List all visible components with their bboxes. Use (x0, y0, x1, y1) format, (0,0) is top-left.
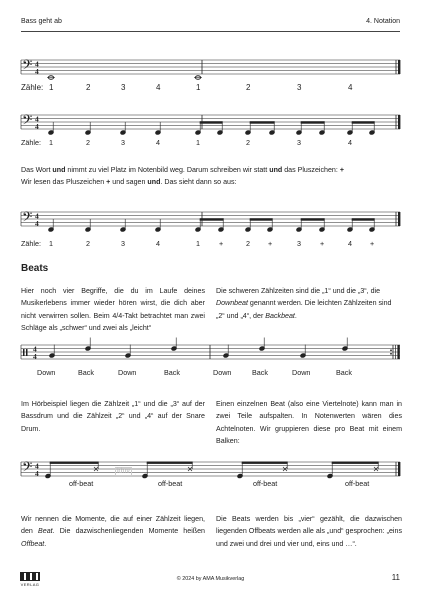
count-number: 2 (86, 83, 91, 92)
svg-text:𝄢: 𝄢 (22, 459, 33, 478)
svg-text:𝄢: 𝄢 (22, 209, 33, 228)
svg-text:4: 4 (35, 468, 39, 478)
offbeat-label: off-beat (253, 479, 278, 488)
count-number: 4 (348, 138, 352, 147)
bass-clef-icon (22, 459, 32, 478)
bass-clef-icon (22, 209, 32, 228)
staff-quarter-notes (0, 103, 421, 153)
hoerbeispiel-paragraph: Im Hörbeispiel liegen die Zählzeit „1“ und die „3“ auf der Bassdrum und die Zählzeit „2“ und „4“ auf der Snare Drum. (21, 400, 205, 433)
time-signature (35, 115, 39, 131)
count-number: 4 (156, 138, 160, 147)
svg-text:4: 4 (35, 218, 39, 228)
plus-sign-paragraph (21, 164, 401, 189)
staff-down-back (0, 333, 421, 383)
beats-left-paragraph: Hier noch vier Begriffe, die du im Laufe deines Musikerlebens immer wieder hören wirst, die dich aber nicht verwirren sollen. Beim 4/4-Takt betrachtet man zwei Schläge als „schwer“ und zwei als „leicht“ (21, 287, 205, 333)
running-header-title: Bass geht ab (21, 18, 62, 25)
text-run: das Pluszeichen: (282, 166, 340, 174)
term-downbeat: Downbeat (216, 299, 248, 308)
count-number: 3 (121, 83, 126, 92)
text-run: und sagen (110, 178, 148, 187)
svg-text:4: 4 (35, 66, 39, 76)
text-run: . (44, 539, 47, 548)
copyright-footer: © 2024 by AMA Musikverlag (176, 576, 245, 582)
count-number: 1 (196, 138, 200, 147)
text-run: nimmt zu viel Platz im Notenbild weg. Darum schreiben wir statt (65, 166, 270, 174)
count-number: 2 (86, 239, 90, 248)
text-run: Die schweren Zählzeiten sind die „1“ und die „3“, die (216, 287, 381, 295)
downbeat-label: Down (213, 368, 232, 377)
svg-text:𝄢: 𝄢 (22, 57, 33, 76)
count-label: Zähle: (21, 138, 41, 147)
note-beam (200, 122, 222, 124)
bold-word: + (339, 166, 344, 174)
beat-offbeat-paragraph (21, 513, 205, 550)
counting-paragraph: Die Beats werden bis „vier“ gezählt, die dazwischen liegenden Offbeats werden alle als „und“ gesprochen: „eins und zwei und drei und vier und, eins und …“. (216, 515, 402, 548)
count-number: + (219, 239, 224, 248)
count-number: 3 (121, 239, 125, 248)
staff-whole-notes (0, 48, 421, 98)
bass-clef-icon (22, 112, 32, 131)
header-rule (21, 31, 400, 32)
svg-text:4: 4 (33, 344, 37, 354)
note-beam (250, 219, 272, 221)
staff-plus-counting (0, 200, 421, 250)
term-beat: Beat (38, 527, 53, 536)
section-heading: Beats (21, 263, 49, 274)
count-number: 4 (348, 83, 353, 92)
count-number: 3 (121, 138, 125, 147)
count-number: 3 (297, 83, 302, 92)
term-offbeat: Offbeat (21, 539, 45, 548)
count-number: 4 (156, 239, 160, 248)
watermark-stamp: idnv (117, 468, 130, 475)
note-beam (50, 462, 98, 463)
note-beam (301, 122, 324, 124)
bold-word: und (147, 178, 161, 187)
offbeat-label: off-beat (345, 479, 370, 488)
bold-word: und (269, 166, 283, 174)
count-number: + (320, 239, 325, 248)
backbeat-label: Back (336, 368, 352, 377)
text-run: . Das sieht dann so aus: (160, 178, 237, 187)
note-beam (200, 219, 223, 221)
count-number: 4 (156, 83, 161, 92)
count-number: 2 (246, 138, 250, 147)
achtelnoten-paragraph: Einen einzelnen Beat (also eine Viertelnote) kann man in zwei Teile aufspalten. In Notenwerten wären dies Achtelnoten. Wir gruppieren diese pro Beat mit einem Balken: (216, 400, 402, 446)
running-header-chapter: 4. Notation (366, 18, 400, 25)
note-beam (332, 462, 378, 463)
downbeat-label: Down (292, 368, 311, 377)
time-signature (33, 345, 37, 361)
bass-clef-icon (22, 57, 32, 76)
count-number: + (268, 239, 273, 248)
downbeat-label: Down (118, 368, 137, 377)
svg-text:4: 4 (35, 121, 39, 131)
count-number: + (370, 239, 375, 248)
note-beam (250, 122, 274, 124)
count-number: 3 (297, 239, 301, 248)
note-beam (352, 122, 374, 124)
note-beam (352, 219, 374, 221)
offbeat-label: off-beat (158, 479, 183, 488)
term-backbeat: Backbeat (265, 311, 295, 320)
text-run: Das Wort (21, 166, 53, 174)
count-number: 1 (49, 239, 53, 248)
logo-word: VERLAG (20, 581, 40, 587)
offbeat-label: off-beat (69, 479, 94, 488)
note-beam (147, 462, 192, 463)
count-number: 4 (348, 239, 352, 248)
count-number: 1 (196, 83, 201, 92)
count-label: Zähle: (21, 239, 41, 248)
svg-text:4: 4 (33, 351, 37, 361)
beats-right-paragraph (216, 285, 402, 322)
count-label: Zähle: (21, 83, 44, 92)
svg-text:4: 4 (35, 211, 39, 221)
count-number: 3 (297, 138, 301, 147)
count-number: 1 (49, 138, 53, 147)
note-beam (301, 219, 324, 221)
backbeat-label: Back (78, 368, 94, 377)
text-run: Wir nennen die Momente, die auf einer Zählzeit liegen, den (21, 515, 205, 536)
time-signature (35, 212, 39, 228)
backbeat-label: Back (252, 368, 268, 377)
bold-word: + (106, 178, 111, 187)
svg-text:4: 4 (35, 461, 39, 471)
text-run: . Die dazwischenliegenden Momente heißen (52, 527, 206, 536)
text-run: . (294, 311, 297, 320)
percussion-clef-icon (23, 349, 28, 356)
bold-word: und (52, 166, 66, 174)
count-number: 2 (86, 138, 90, 147)
time-signature (35, 60, 39, 76)
svg-text:4: 4 (35, 59, 39, 69)
count-number: 1 (196, 239, 200, 248)
count-number: 2 (246, 239, 250, 248)
text-run: Wir lesen das Pluszeichen (21, 178, 107, 187)
page-number: 11 (391, 573, 400, 582)
note-beam (242, 462, 287, 463)
svg-text:𝄢: 𝄢 (22, 112, 33, 131)
staff-off-beat (0, 450, 421, 500)
backbeat-label: Back (164, 368, 180, 377)
count-number: 2 (246, 83, 251, 92)
svg-text:4: 4 (35, 114, 39, 124)
text-run: genannt werden. Die leichten Zählzeiten sind „2“ und „4“, der (216, 299, 392, 320)
count-number: 1 (49, 83, 54, 92)
time-signature (35, 462, 39, 478)
downbeat-label: Down (37, 368, 56, 377)
